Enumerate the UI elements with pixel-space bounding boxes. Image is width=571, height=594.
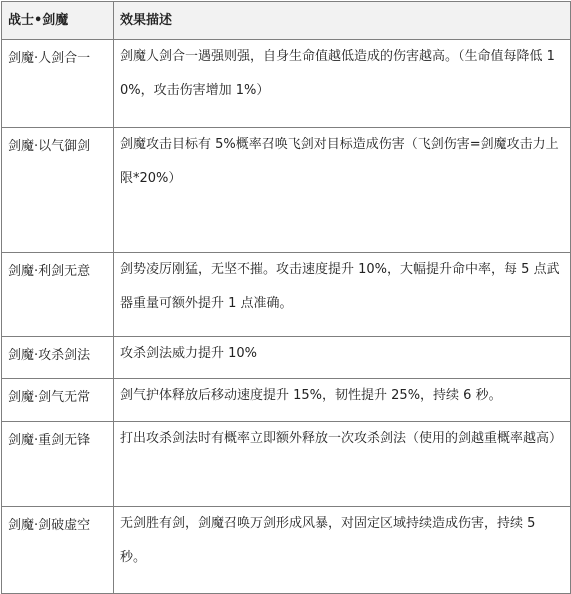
table-row	[2, 507, 571, 594]
skill-name: 剑魔·以气御剑	[2, 128, 114, 253]
table-row	[2, 253, 571, 337]
table-row	[2, 422, 571, 507]
skill-name: 剑魔·剑破虚空	[2, 507, 114, 594]
skill-description: 打出攻杀剑法时有概率立即额外释放一次攻杀剑法（使用的剑越重概率越高）	[114, 422, 571, 507]
skill-description: 无剑胜有剑，剑魔召唤万剑形成风暴，对固定区域持续造成伤害，持续 5 秒。	[114, 507, 571, 594]
skill-description: 剑魔攻击目标有 5%概率召唤飞剑对目标造成伤害（飞剑伤害=剑魔攻击力上限*20%）	[114, 128, 571, 253]
skill-description: 攻杀剑法威力提升 10%	[114, 337, 571, 379]
skill-name: 剑魔·利剑无意	[2, 253, 114, 337]
table-row	[2, 379, 571, 422]
skill-effects-table	[1, 1, 571, 594]
table-row	[2, 128, 571, 253]
skill-description: 剑气护体释放后移动速度提升 15%，韧性提升 25%，持续 6 秒。	[114, 379, 571, 422]
header-effect-description: 效果描述	[114, 2, 571, 40]
header-class-skill: 战士•剑魔	[2, 2, 114, 40]
skill-description: 剑势凌厉刚猛，无坚不摧。攻击速度提升 10%，大幅提升命中率，每 5 点武器重量可额外提升 1 点准确。	[114, 253, 571, 337]
skill-description: 剑魔人剑合一遇强则强，自身生命值越低造成的伤害越高。（生命值每降低 10%，攻击伤害增加 1%）	[114, 40, 571, 128]
table-row	[2, 40, 571, 128]
skill-name: 剑魔·剑气无常	[2, 379, 114, 422]
table-row	[2, 337, 571, 379]
table-header-row	[2, 2, 571, 40]
skill-name: 剑魔·攻杀剑法	[2, 337, 114, 379]
skill-name: 剑魔·重剑无锋	[2, 422, 114, 507]
skill-name: 剑魔·人剑合一	[2, 40, 114, 128]
